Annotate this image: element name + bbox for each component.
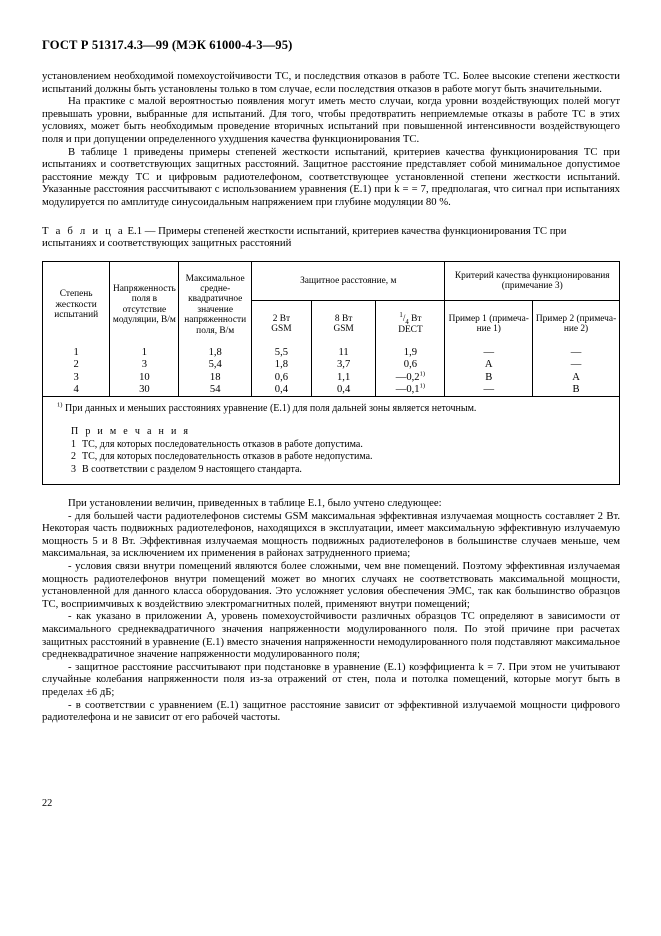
table-note-3-text: В соответствии с разделом 9 настоящего стандарта.	[82, 463, 302, 475]
th-group-protection-distance: Защитное расстояние, м	[251, 262, 445, 301]
table-note-1	[43, 439, 619, 451]
cell-example2-3: А	[572, 371, 580, 383]
th-2vt-gsm-line2: GSM	[271, 324, 292, 335]
table-header-row-top	[43, 262, 619, 301]
th-example-2: Пример 2 (примечание 2)	[533, 301, 619, 348]
bullet-4: - защитное расстояние рассчитывают при подстановке в уравнение (Е.1) коэффициента k = 7. При этом не учитывают случайные колебания напряженности поля из-за отражений от стен, пола и потолка помещений, которые могут быть в пределах ±6 дБ;	[42, 660, 620, 698]
table-note-2-number: 2	[71, 451, 76, 463]
cell-example1-3: В	[485, 371, 493, 383]
cell-distance-2vt-4: 0,4	[274, 383, 289, 395]
page-content	[42, 38, 620, 724]
th-dect-unit: Вт	[411, 314, 422, 325]
cell-distance-2vt-column	[251, 347, 311, 396]
cell-severity-1: 1	[73, 347, 79, 359]
fraction-one-quarter: $^1/_4$	[399, 312, 409, 327]
cell-field-rms-4: 54	[209, 383, 221, 395]
cell-distance-dect-4	[376, 384, 444, 396]
table-note-3	[43, 464, 619, 476]
cell-distance-2vt-2: 1,8	[274, 359, 289, 371]
cell-distance-dect-2	[376, 359, 444, 371]
table-caption-text: — Примеры степеней жесткости испытаний, критериев качества функционирования ТС при испытаниях и соответствующих защитных расстояний	[42, 224, 567, 250]
table-footnote-1-text: При данных и меньших расстояниях уравнение (Е.1) для поля дальней зоны является неточным.	[65, 403, 477, 415]
cell-distance-dect-4-footnote: 1)	[419, 382, 426, 390]
cell-severity-3: 3	[73, 371, 79, 383]
cell-distance-dect-2-value: 0,6	[403, 359, 418, 371]
cell-distance-8vt-column	[311, 347, 376, 396]
th-field-rms: Максимальное среднеквадратичное значение напряженности поля, В/м	[179, 262, 252, 347]
th-dect-line2: DECT	[398, 324, 423, 335]
cell-distance-8vt-4: 0,4	[337, 383, 351, 395]
table-note-1-text: ТС, для которых последовательность отказов в работе допустима.	[82, 438, 363, 450]
page-number: 22	[42, 798, 53, 809]
cell-distance-dect-4-value: —0,1	[395, 383, 420, 395]
cell-field-unmod-2: 3	[141, 359, 148, 371]
th-8vt-gsm-line2: GSM	[333, 324, 354, 335]
cell-severity-column	[43, 347, 110, 396]
table-footnote-1-marker: 1)	[57, 401, 63, 409]
paragraph-2: На практике с малой вероятностью появления могут иметь место случаи, когда уровни воздействующих полей могут превышать уровни, выбранные для испытаний. Для того, чтобы предотвратить неприемлемые отказы в работе ТС в этих условиях, может быть необходимым проведение вторичных испытаний при повышенной интенсивности воздействующего поля и при допущении определенного ухудшения качества функционирования ТС.	[42, 95, 620, 146]
bullet-5: - в соответствии с уравнением (Е.1) защитное расстояние зависит от эффективной излучаемой мощности цифрового радиотелефона и не зависит от его рабочей частоты.	[42, 698, 620, 724]
bullet-2: - условия связи внутри помещений являются более сложными, чем вне помещений. Поэтому эффективная излучаемая мощность радиотелефонов внутри помещений может во многих случаях не соответствовать максимальной мощности, установленной для данного класса оборудования. Это усложняет условия обеспечения ЭМС, так как большинство образцов ТС, восприимчивых к воздействию электромагнитных полей, применяют внутри помещений;	[42, 560, 620, 610]
cell-field-rms-column	[179, 347, 252, 396]
th-example-1: Пример 1 (примечание 1)	[445, 301, 533, 348]
table-note-1-number: 1	[71, 438, 76, 450]
table-note-2	[43, 451, 619, 463]
th-quarter-vt-dect	[376, 301, 445, 348]
cell-distance-8vt-3: 1,1	[337, 371, 351, 383]
cell-example2-2: —	[570, 359, 582, 371]
cell-example1-1: —	[483, 347, 495, 359]
spacer	[42, 485, 620, 497]
th-dect-line1	[376, 312, 444, 327]
cell-field-unmod-3: 10	[139, 371, 150, 383]
spacer	[42, 209, 620, 225]
table-footnote-1	[43, 403, 619, 415]
cell-example2-1: —	[570, 347, 582, 359]
fraction-numerator: 1	[399, 312, 403, 320]
running-head: ГОСТ Р 51317.4.3—99 (МЭК 61000-4-3—95)	[42, 38, 293, 52]
th-2vt-gsm-line1: 2 Вт	[272, 313, 291, 324]
table-caption-label: Т а б л и ц а	[42, 224, 125, 237]
severity-levels-table	[43, 262, 619, 397]
table-note-3-number: 3	[71, 463, 76, 475]
cell-distance-dect-3	[376, 372, 444, 384]
table-caption	[42, 225, 620, 251]
cell-distance-dect-1	[376, 347, 444, 359]
table-footnotes-area	[43, 397, 619, 484]
table-notes-title: П р и м е ч а н и я	[71, 426, 191, 438]
th-8vt-gsm	[311, 301, 376, 348]
cell-example1-column	[445, 347, 533, 396]
cell-distance-dect-1-value: 1,9	[403, 347, 418, 359]
cell-example1-2: А	[484, 359, 493, 371]
cell-distance-8vt-2: 3,7	[337, 359, 351, 371]
th-field-unmodulated: Напряженность поля в отсутствие модуляции, В/м	[110, 262, 179, 347]
th-2vt-gsm	[251, 301, 311, 348]
cell-distance-dect-3-value: —0,2	[395, 371, 420, 383]
cell-field-rms-2: 5,4	[208, 359, 222, 371]
th-8vt-gsm-line1: 8 Вт	[334, 313, 353, 324]
cell-example2-column	[533, 347, 619, 396]
table-e1	[42, 261, 620, 485]
cell-distance-8vt-1: 11	[338, 347, 349, 359]
cell-field-unmod-1: 1	[141, 347, 148, 359]
cell-field-unmod-column	[110, 347, 179, 396]
cell-example1-4: —	[483, 383, 495, 395]
paragraph-1: установлением необходимой помехоустойчивости ТС, и последствия отказов в работе ТС. Более высокие степени жесткости испытаний должны быть установлены только в том случае, если последствия отказов в работе могут быть значительными.	[42, 70, 620, 95]
fraction-denominator: 4	[405, 319, 409, 327]
cell-distance-2vt-3: 0,6	[274, 371, 289, 383]
table-note-2-text: ТС, для которых последовательность отказов в работе недопустима.	[82, 451, 373, 463]
bullet-3: - как указано в приложении А, уровень помехоустойчивости различных образцов ТС определяют в зависимости от максимального среднеквадратичного значения напряженности модулированного поля. По этой причине при расчетах защитных расстояний в уравнение (Е.1) вместо значения напряженности немодулированного поля подставляют максимальное среднеквадратичное значение напряженности модулированного поля;	[42, 610, 620, 661]
cell-distance-dect-column	[376, 347, 445, 396]
table-caption-number: Е.1	[127, 224, 143, 237]
bullet-1: - для большей части радиотелефонов системы GSM максимальная эффективная излучаемая мощность составляет 2 Вт. Некоторая часть подвижных радиотелефонов, находящихся в эксплуатации, имеет максимальную эффективную излучаемую мощность 5 и 8 Вт. Эффективная излучаемая мощность подвижных радиотелефонов в большинстве случаев меньше, чем максимальная, за исключением их применения в районах затрудненного приема;	[42, 509, 620, 560]
paragraph-4: При установлении величин, приведенных в таблице Е.1, было учтено следующее:	[68, 497, 442, 510]
table-data-block	[43, 347, 619, 396]
cell-field-rms-3: 18	[209, 371, 221, 383]
cell-distance-2vt-1: 5,5	[274, 347, 289, 359]
th-severity: Степень жесткости испытаний	[43, 262, 110, 347]
cell-severity-4: 4	[73, 383, 79, 395]
th-group-performance-criterion: Критерий качества функционирования (примечание 3)	[445, 262, 619, 301]
cell-severity-2: 2	[73, 359, 79, 371]
cell-field-unmod-4: 30	[139, 383, 150, 395]
cell-example2-4: В	[572, 383, 580, 395]
paragraph-3: В таблице 1 приведены примеры степеней жесткости испытаний, критериев качества функционирования ТС при испытаниях и соответствующих защитных расстояний. Защитное расстояние представляет собой минимальное допустимое расстояние между ТС и цифровым радиотелефоном, соответствующее установленной степени жесткости испытаний. Указанные расстояния рассчитывают с использованием уравнения (Е.1) при k = = 7, предполагая, что сигнал при испытаниях модулируется по амплитуде синусоидальным напряжением при глубине модуляции 80 %.	[42, 145, 620, 209]
cell-distance-dect-3-footnote: 1)	[419, 370, 426, 378]
cell-field-rms-1: 1,8	[208, 347, 222, 359]
